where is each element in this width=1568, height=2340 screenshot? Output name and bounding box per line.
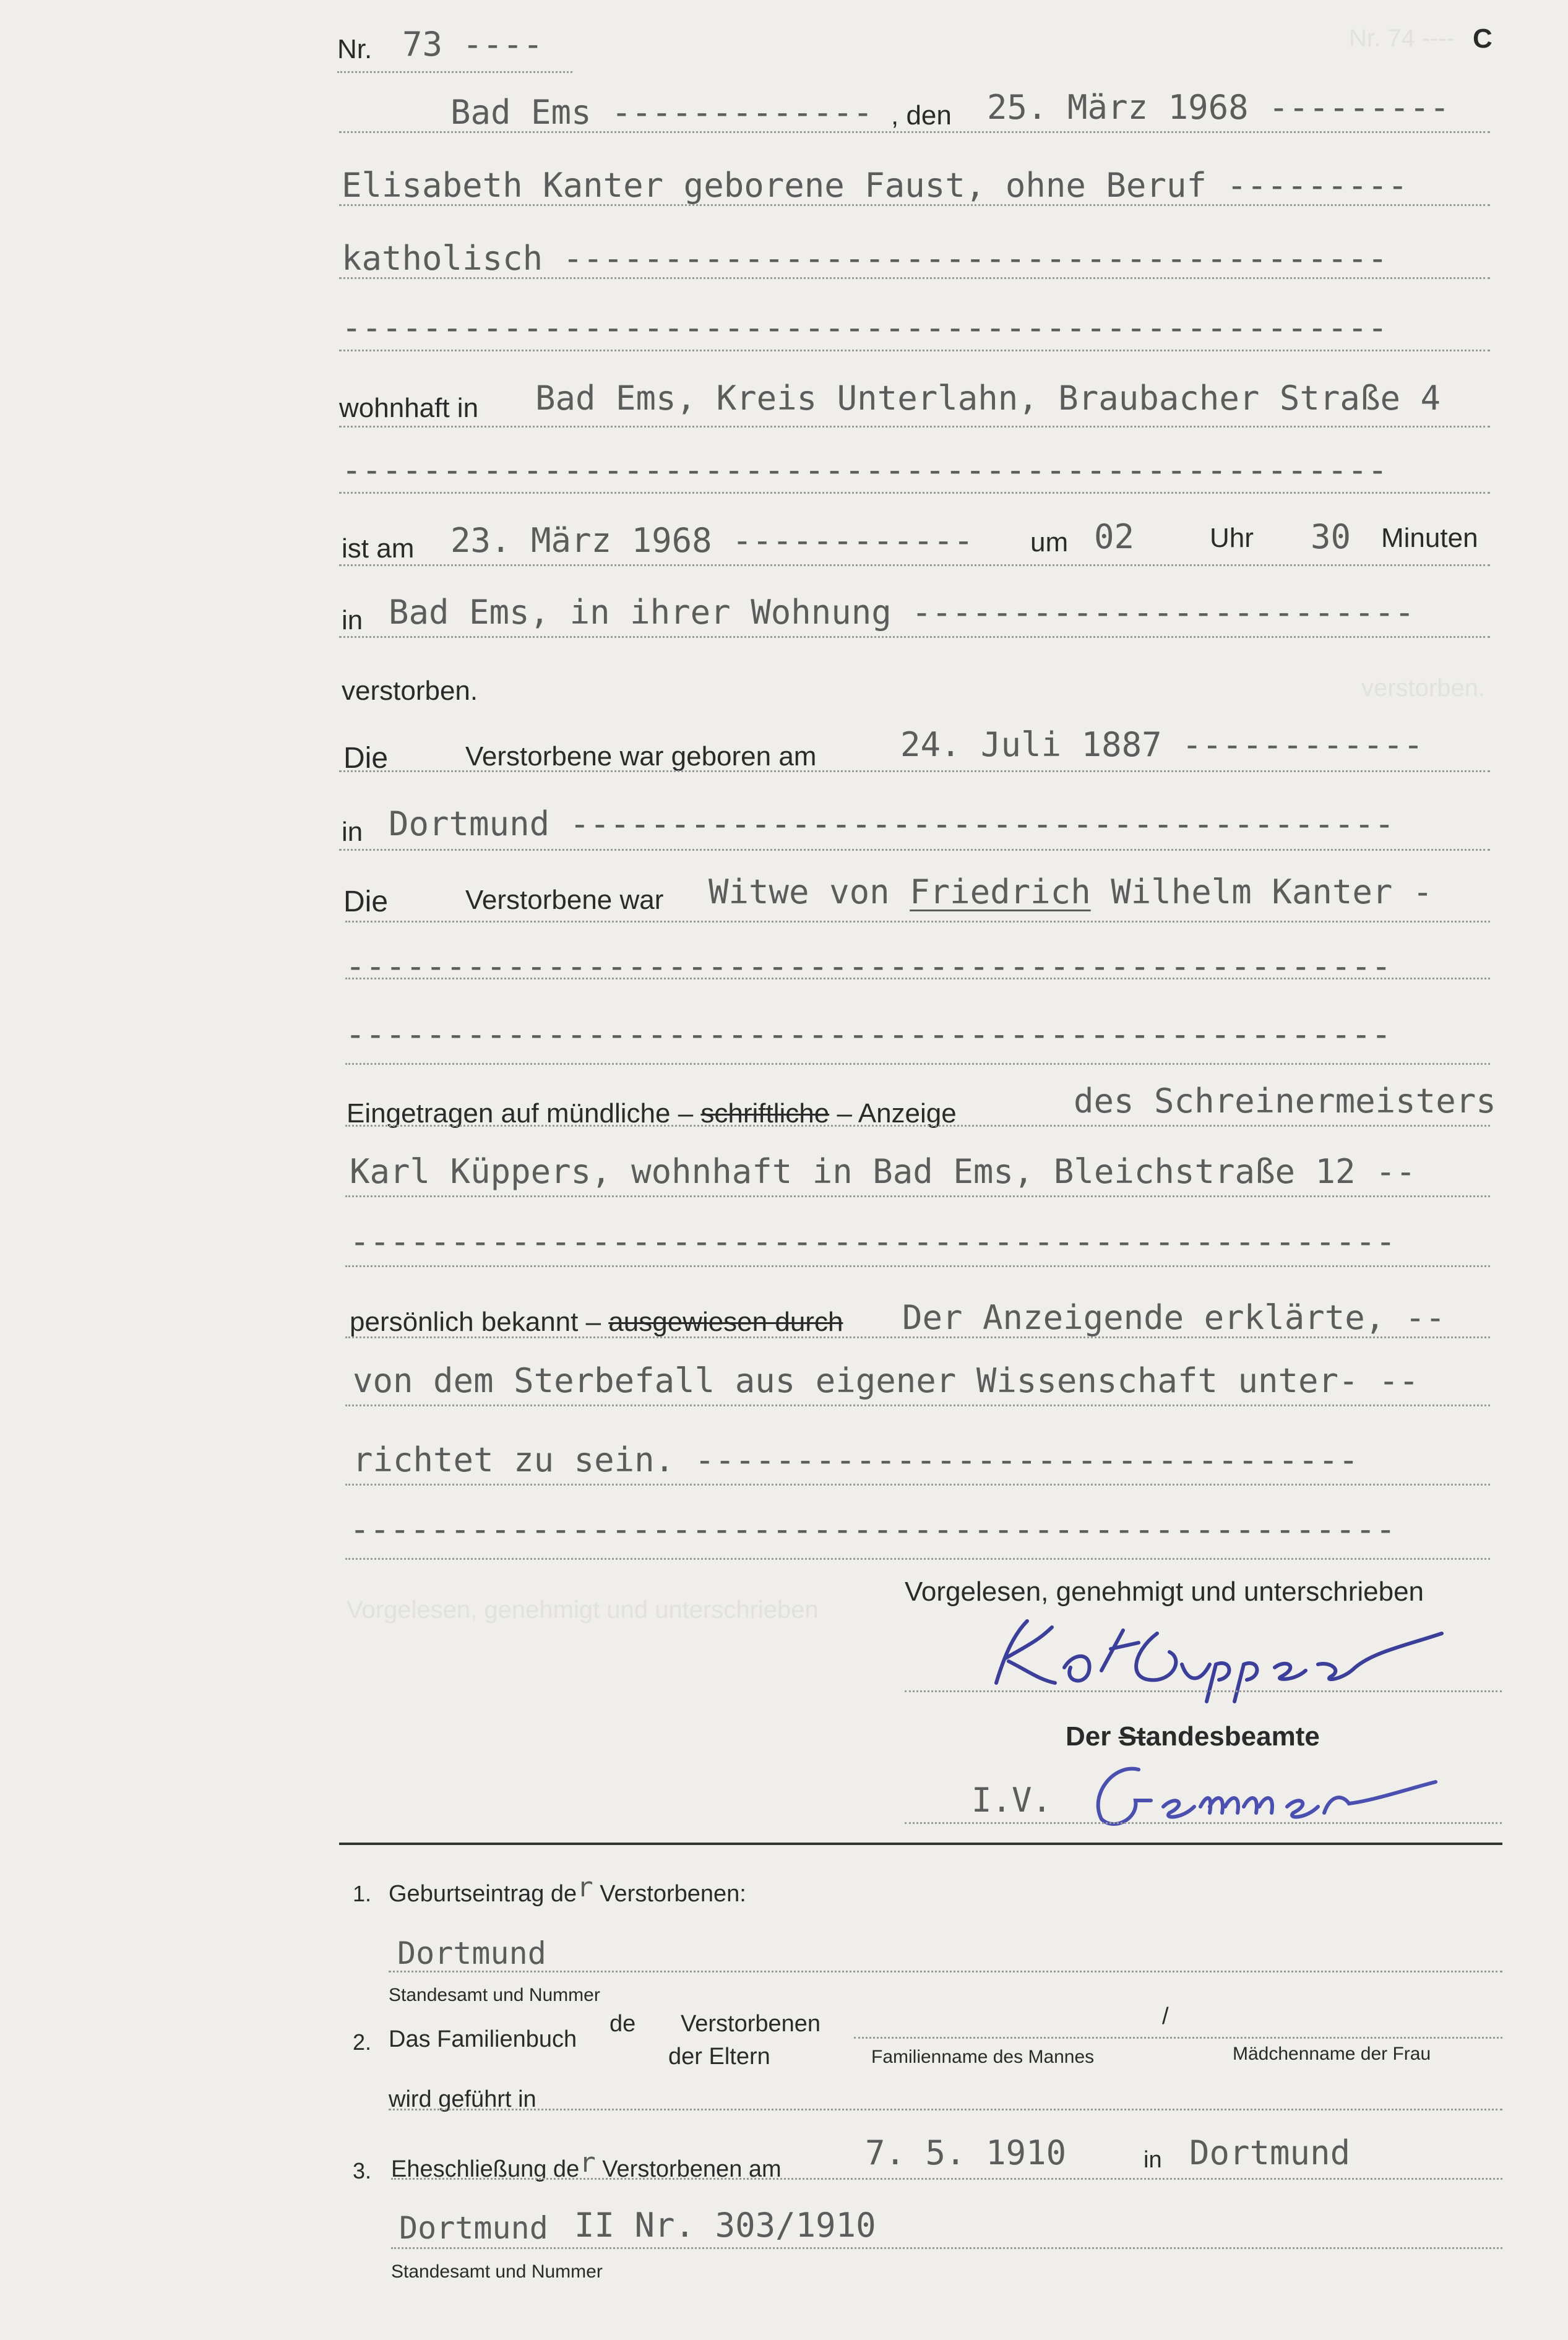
- birth-label: Verstorbene war geboren am: [465, 741, 817, 772]
- registration-label: Eingetragen auf mündliche – schriftliche – Anzeige: [347, 1098, 957, 1129]
- bleed-through-text: Vorgelesen, genehmigt und unterschrieben: [347, 1596, 819, 1624]
- note-1-sub: Standesamt und Nummer: [389, 1985, 600, 2005]
- informant-title: des Schreinermeisters: [1074, 1082, 1496, 1121]
- religion: katholisch -----------------------------------------: [342, 239, 1388, 278]
- rule: [389, 2109, 1502, 2110]
- note-2-number: 2.: [353, 2029, 372, 2055]
- rule: [339, 131, 1490, 133]
- note-2-verstorbenen: Verstorbenen: [681, 2011, 821, 2037]
- note-1-label: Geburtseintrag der Verstorbenen:: [389, 1872, 746, 1907]
- bleed-through-text: verstorben.: [1361, 674, 1486, 702]
- marriage-place: Dortmund: [1189, 2133, 1351, 2172]
- residence-value: Bad Ems, Kreis Unterlahn, Braubacher Straße 4: [535, 379, 1441, 418]
- minuten-label: Minuten: [1381, 523, 1478, 553]
- die-label: Die: [343, 742, 389, 775]
- registry-date: 25. März 1968 ---------: [987, 88, 1450, 127]
- verstorben-label: verstorben.: [342, 676, 478, 706]
- declaration: Der Anzeigende erklärte, --: [902, 1298, 1445, 1337]
- rule: [391, 2178, 1502, 2180]
- rule: [339, 564, 1490, 566]
- blank-line: ----------------------------------------------------: [342, 450, 1388, 489]
- rule: [339, 204, 1490, 206]
- rule: [345, 921, 1490, 923]
- declaration-cont: von dem Sterbefall aus eigener Wissenschaft unter- --: [353, 1361, 1419, 1400]
- marital-label: Verstorbene war: [465, 885, 664, 915]
- marriage-date: 7. 5. 1910: [865, 2133, 1067, 2172]
- um-label: um: [1030, 527, 1069, 557]
- marital-status: Witwe von Friedrich Wilhelm Kanter -: [709, 872, 1433, 911]
- blank-line: ----------------------------------------------------: [345, 947, 1392, 986]
- iv-label: I.V.: [971, 1781, 1053, 1820]
- rule: [345, 1125, 1490, 1127]
- rule: [345, 1195, 1490, 1197]
- den-label: , den: [891, 100, 952, 131]
- death-hour: 02: [1094, 517, 1135, 556]
- read-approved-label: Vorgelesen, genehmigt und unterschrieben: [905, 1576, 1424, 1607]
- note-3-label: Eheschließung der Verstorbenen am: [391, 2147, 782, 2182]
- bleed-through-text: Nr. 74 ----: [1349, 25, 1455, 52]
- note-3-in: in: [1144, 2147, 1162, 2173]
- ist-am-label: ist am: [342, 533, 415, 564]
- blank-line: ----------------------------------------------------: [350, 1222, 1396, 1261]
- rule: [391, 2247, 1502, 2249]
- registrar-label: Der Standesbeamte: [1066, 1721, 1320, 1752]
- rule: [337, 71, 572, 73]
- in-label: in: [342, 817, 363, 847]
- death-minutes: 30: [1311, 517, 1351, 556]
- rule: [345, 1265, 1490, 1267]
- rule: [389, 1971, 1502, 1972]
- birth-date: 24. Juli 1887 ------------: [900, 725, 1424, 764]
- rule: [854, 2037, 1502, 2039]
- registry-place: Bad Ems -------------: [450, 93, 873, 132]
- nr-label: Nr.: [337, 34, 373, 64]
- note-2-label: Das Familienbuch: [389, 2026, 577, 2052]
- note-2-wife-maiden: Mädchenname der Frau: [1233, 2044, 1431, 2064]
- death-place: Bad Ems, in ihrer Wohnung -------------------------: [389, 593, 1415, 632]
- rule: [339, 636, 1490, 638]
- known-label: persönlich bekannt – ausgewiesen durch: [350, 1307, 843, 1337]
- entry-number: 73 ----: [402, 25, 543, 64]
- informant-name: Karl Küppers, wohnhaft in Bad Ems, Bleichstraße 12 --: [350, 1152, 1416, 1191]
- blank-line: ----------------------------------------------------: [345, 1015, 1392, 1054]
- note-2-husband-name: Familienname des Mannes: [871, 2047, 1095, 2067]
- rule: [345, 1404, 1490, 1406]
- rule: [339, 350, 1490, 351]
- note-1-number: 1.: [353, 1881, 372, 1906]
- in-label: in: [342, 605, 363, 635]
- die-label: Die: [343, 885, 389, 918]
- rule: [339, 492, 1490, 494]
- marriage-registry-office: Dortmund: [399, 2210, 548, 2246]
- note-2-slash: /: [1162, 2003, 1169, 2029]
- note-2-eltern: der Eltern: [668, 2044, 770, 2070]
- note-2-geführt: wird geführt in: [389, 2086, 536, 2112]
- deceased-name: Elisabeth Kanter geborene Faust, ohne Beruf ---------: [342, 166, 1408, 205]
- rule: [345, 978, 1490, 979]
- rule: [345, 1558, 1490, 1560]
- marriage-registry-number: II Nr. 303/1910: [574, 2206, 876, 2245]
- note-3-sub: Standesamt und Nummer: [391, 2261, 603, 2282]
- rule: [339, 770, 1490, 772]
- corner-mark: C: [1473, 24, 1493, 54]
- signature-kuppers: [971, 1609, 1454, 1708]
- note-3-number: 3.: [353, 2158, 372, 2183]
- birth-place: Dortmund -----------------------------------------: [389, 804, 1395, 843]
- rule: [345, 1063, 1490, 1065]
- residence-label: wohnhaft in: [339, 393, 479, 423]
- rule: [345, 1484, 1490, 1486]
- death-date: 23. März 1968 ------------: [450, 521, 974, 560]
- rule: [905, 1690, 1502, 1692]
- note-1-value: Dortmund: [397, 1935, 546, 1971]
- declaration-end: richtet zu sein. ---------------------------------: [353, 1440, 1359, 1479]
- rule: [339, 426, 1490, 428]
- rule: [345, 1336, 1490, 1338]
- section-divider: [339, 1843, 1502, 1845]
- rule: [339, 277, 1490, 279]
- rule: [905, 1822, 1502, 1824]
- rule: [339, 849, 1490, 851]
- note-2-de: de: [610, 2011, 636, 2037]
- uhr-label: Uhr: [1210, 523, 1254, 553]
- blank-line: ----------------------------------------------------: [342, 308, 1388, 347]
- blank-line: ----------------------------------------------------: [350, 1510, 1396, 1549]
